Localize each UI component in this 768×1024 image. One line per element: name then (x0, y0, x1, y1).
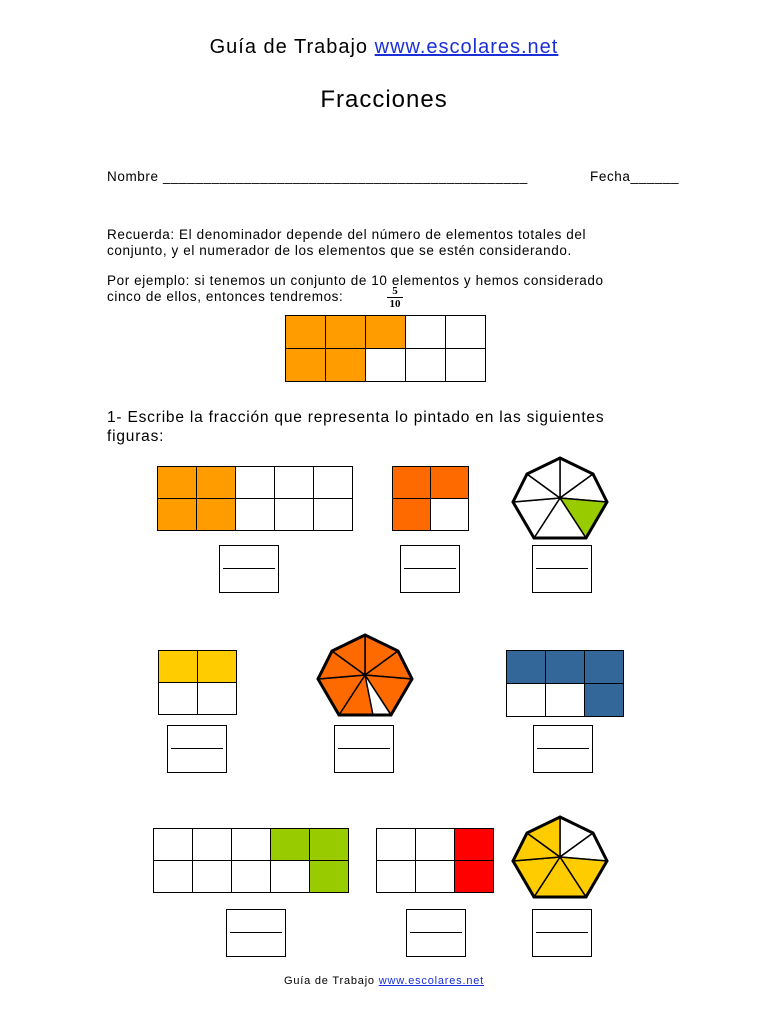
grid-cell-empty (198, 683, 237, 715)
grid-cell-empty (366, 349, 406, 382)
grid-cell-filled (197, 467, 236, 499)
question-line-2: figuras: (107, 428, 165, 445)
reminder-line-2: conjunto, y el numerador de los elementos que se estén considerando. (107, 243, 572, 258)
grid-cell-filled (393, 467, 431, 499)
grid-cell-empty (271, 861, 310, 893)
grid-cell-empty (446, 316, 486, 349)
date-field-label: Fecha______ (590, 169, 680, 184)
grid-cell-empty (314, 467, 353, 499)
header-prefix: Guía de Trabajo (209, 36, 369, 58)
grid-cell-empty (154, 861, 193, 893)
footer-line (0, 975, 768, 987)
grid-cell-empty (406, 316, 446, 349)
grid-cell-filled (585, 651, 624, 684)
grid-cell-empty (236, 467, 275, 499)
grid-cell-empty (314, 499, 353, 531)
reminder-line-1: Recuerda: El denominador depende del número de elementos totales del (107, 227, 587, 242)
grid-cell-filled (286, 349, 326, 382)
grid-cell-empty (377, 829, 416, 861)
grid-cell-filled (197, 499, 236, 531)
grid-cell-empty (507, 684, 546, 717)
example-line-1: Por ejemplo: si tenemos un conjunto de 10 elementos y hemos considerado (107, 273, 604, 288)
grid-cell-empty (431, 499, 469, 531)
grid-cell-empty (275, 467, 314, 499)
grid-cell-filled (546, 651, 585, 684)
grid-cell-filled (310, 829, 349, 861)
answer-box[interactable] (226, 909, 286, 957)
grid-cell-empty (193, 829, 232, 861)
answer-box[interactable] (532, 909, 592, 957)
grid-cell-filled (431, 467, 469, 499)
answer-box[interactable] (406, 909, 466, 957)
footer-prefix: Guía de Trabajo (283, 975, 375, 987)
answer-divider (404, 568, 456, 569)
page-title: Fracciones (320, 86, 448, 113)
grid-cell-empty (446, 349, 486, 382)
grid-cell-filled (455, 829, 494, 861)
question-line-1: 1- Escribe la fracción que representa lo pintado en las siguientes (107, 409, 605, 426)
grid-cell-empty (236, 499, 275, 531)
grid-cell-empty (546, 684, 585, 717)
grid-cell-filled (326, 316, 366, 349)
answer-box[interactable] (167, 725, 227, 773)
figure-d-grid (158, 650, 237, 715)
answer-box[interactable] (334, 725, 394, 773)
answer-divider (537, 748, 589, 749)
grid-cell-empty (416, 861, 455, 893)
example-grid (285, 315, 486, 382)
answer-divider (223, 568, 275, 569)
grid-cell-empty (232, 861, 271, 893)
grid-cell-empty (377, 861, 416, 893)
answer-divider (536, 932, 588, 933)
example-denominator: 10 (389, 298, 401, 310)
header-link[interactable]: www.escolares.net (374, 36, 559, 58)
answer-divider (230, 932, 282, 933)
footer-link[interactable]: www.escolares.net (378, 975, 485, 987)
grid-cell-empty (275, 499, 314, 531)
grid-cell-empty (154, 829, 193, 861)
grid-cell-filled (271, 829, 310, 861)
example-numerator: 5 (392, 285, 398, 297)
figure-f-grid (506, 650, 624, 717)
grid-cell-filled (393, 499, 431, 531)
header-line (0, 36, 768, 59)
figure-a-grid (157, 466, 353, 531)
example-line-2: cinco de ellos, entonces tendremos: (107, 289, 344, 304)
grid-cell-empty (232, 829, 271, 861)
answer-divider (410, 932, 462, 933)
grid-cell-filled (198, 651, 237, 683)
answer-box[interactable] (400, 545, 460, 593)
figure-e-heptagon (312, 633, 418, 719)
figure-i-heptagon (508, 815, 612, 901)
figure-b-grid (392, 466, 469, 531)
figure-c-heptagon (508, 456, 612, 542)
grid-cell-empty (406, 349, 446, 382)
grid-cell-filled (585, 684, 624, 717)
answer-box[interactable] (219, 545, 279, 593)
grid-cell-filled (326, 349, 366, 382)
grid-cell-filled (158, 467, 197, 499)
answer-box[interactable] (532, 545, 592, 593)
answer-divider (338, 748, 390, 749)
grid-cell-empty (193, 861, 232, 893)
grid-cell-filled (310, 861, 349, 893)
name-field-label: Nombre _____________________________________________ (107, 169, 528, 184)
grid-cell-filled (286, 316, 326, 349)
example-fraction (385, 285, 405, 310)
answer-divider (536, 568, 588, 569)
grid-cell-filled (507, 651, 546, 684)
grid-cell-filled (366, 316, 406, 349)
figure-g-grid (153, 828, 349, 893)
grid-cell-filled (159, 651, 198, 683)
grid-cell-filled (455, 861, 494, 893)
grid-cell-empty (416, 829, 455, 861)
grid-cell-filled (158, 499, 197, 531)
grid-cell-empty (159, 683, 198, 715)
answer-divider (171, 748, 223, 749)
answer-box[interactable] (533, 725, 593, 773)
figure-h-grid (376, 828, 494, 893)
